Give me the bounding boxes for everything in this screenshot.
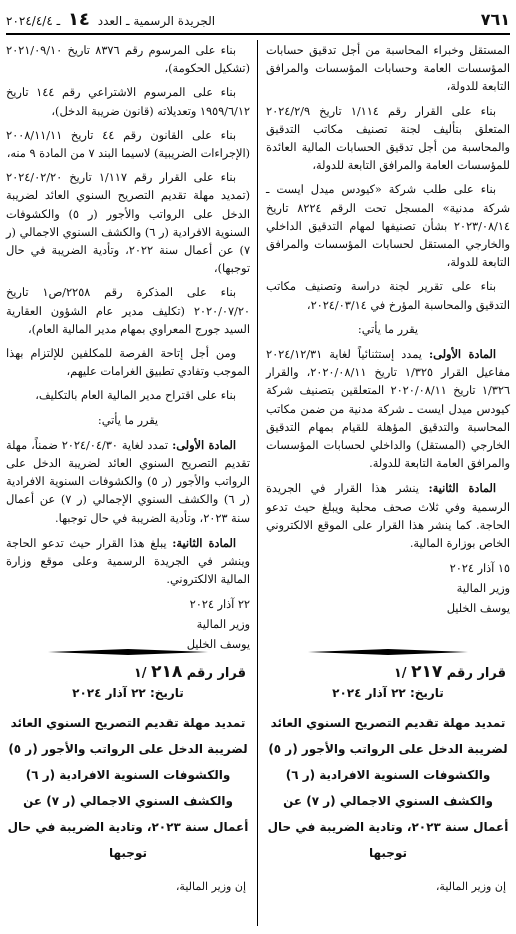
paragraph: بناء على القانون رقم ٤٤ تاريخ ٢٠٠٨/١١/١١ (الإجراءات الضريبية) لاسيما البند ٧ من المادة ٩ منه، — [6, 128, 250, 161]
paragraph: المستقل وخبراء المحاسبة من أجل تدقيق حسابات المؤسسات العامة وحسابات المؤسسات والمرافق التابعة للدولة، — [266, 44, 510, 94]
left-column — [6, 42, 250, 659]
issue-number: ١٤ — [67, 8, 90, 30]
column-divider — [257, 40, 258, 926]
section-divider — [48, 648, 208, 656]
decree-number-label: قرار رقم — [186, 666, 246, 681]
section-divider — [308, 648, 468, 656]
article-label: المادة الأولى: — [429, 347, 497, 362]
paragraph: بناء على المرسوم رقم ٨٣٧٦ تاريخ ٢٠٢١/٠٩/١٠ (تشكيل الحكومة)، — [6, 44, 250, 76]
decree-date: تاريخ: ٢٢ آذار ٢٠٢٤ — [332, 686, 444, 700]
signature-block — [6, 595, 250, 655]
decree-number — [6, 662, 250, 682]
decree-date: تاريخ: ٢٢ آذار ٢٠٢٤ — [72, 686, 184, 700]
issue-date: ـ ٢٠٢٤/٤/٤ — [6, 13, 61, 28]
decree-number — [266, 662, 510, 682]
paragraph: بناء على المرسوم الاشتراعي رقم ١٤٤ تاريخ ١٩٥٩/٦/١٢ وتعديلاته (قانون ضريبة الدخل)، — [6, 86, 250, 118]
journal-title — [6, 9, 215, 30]
header-rule — [6, 33, 510, 35]
article-text: يبلغ هذا القرار حيث تدعو الحاجة وينشر في الجريدة الرسمية وعلى موقع وزارة المالية الالكتروني. — [6, 536, 250, 587]
page-number: ٧٦١ — [480, 9, 510, 29]
journal-name: الجريدة الرسمية ـ العدد — [97, 13, 216, 28]
paragraph: بناء على طلب شركة «كيودس ميدل ايست ـ شركة مدنية» المسجل تحت الرقم ٨٢٢٤ تاريخ ٢٠٢٣/٠٨/١٤ بشأن تصنيفها لمهام التدقيق الداخلي والخارجي المستقل لحسابات المؤسسات والمرافق التابعة للدولة، — [266, 183, 510, 270]
decree-opening: إن وزير المالية، — [435, 880, 506, 893]
signature-title: وزير المالية — [456, 582, 510, 596]
decree-number-suffix: /١ — [133, 666, 147, 681]
decree-218 — [6, 662, 250, 893]
article-text: تمدد لغاية ٢٠٢٤/٠٤/٣٠ ضمناً، مهلة تقديم التصريح السنوي العائد لضريبة الدخل على الرواتب والأجور (ر ٥) والكشوفات السنوية الافرادية (ر ٦) والكشف السنوي الإجمالي (ر ٧) عن أعمال سنة ٢٠٢٣، وتأدية الضريبة في حال توجبها. — [6, 438, 250, 525]
decree-opening: إن وزير المالية، — [175, 880, 246, 893]
decides-line: يقرر ما يأتي: — [357, 322, 419, 336]
article-2 — [266, 479, 510, 553]
signature-block — [266, 559, 510, 619]
decree-title: تمديد مهلة تقديم التصريح السنوي العائد لضريبة الدخل على الرواتب والأجور (ر ٥) والكشوفات السنوية الافرادية (ر ٦) والكشف السنوي الاجمالي (ر ٧) عن أعمال سنة ٢٠٢٣، وتادية الضريبة في حال توجبها — [7, 716, 249, 860]
signature-date: ٢٢ آذار ٢٠٢٤ — [189, 598, 250, 612]
paragraph: ومن أجل إتاحة الفرصة للمكلفين للإلتزام بهذا الموجب وتفادي تطبيق الغرامات عليهم، — [6, 347, 250, 379]
article-text: ينشر هذا القرار في الجريدة الرسمية وفي ثلاث صحف محلية ويبلغ حيث تدعو الحاجة. كما ينشر هذا القرار على الموقع الالكتروني الخاص بوزارة المالية. — [266, 482, 510, 551]
article-label: المادة الأولى: — [172, 437, 236, 452]
decides-line: يقرر ما يأتي: — [97, 413, 159, 427]
signature-title: وزير المالية — [196, 618, 250, 632]
paragraph: بناء على القرار رقم ١/١١٧ تاريخ ٢٠٢٤/٠٢/٢٠ (تمديد مهلة تقديم التصريح السنوي العائد لضريبة الدخل على الرواتب والأجور (ر ٥) والكشوفات السنوية الافرادية (ر ٦) والكشف السنوي الاجمالي (ر ٧) عن أعمال سنة ٢٠٢٢، وتأدية الضريبة في حال توجبها)، — [6, 171, 251, 276]
signature-name: يوسف الخليل — [186, 638, 250, 652]
decree-number-suffix: /١ — [393, 666, 407, 681]
paragraph: بناء على تقرير لجنة دراسة وتصنيف مكاتب التدقيق والمحاسبة المؤرخ في ٢٠٢٤/٠٣/١٤، — [266, 280, 510, 312]
paragraph: بناء على اقتراح مدير المالية العام بالتكليف، — [35, 389, 236, 403]
article-1 — [266, 345, 510, 473]
paragraph: بناء على المذكرة رقم ٢٢٥٨/ص١ تاريخ ٢٠٢٠/٠٧/٢٠ (تكليف مدير عام الشؤون العقارية السيد جورج المعراوي بمهام مدير المالية العام)، — [6, 286, 250, 336]
article-label: المادة الثانية: — [428, 481, 496, 496]
decree-number-value: ٢١٨ — [151, 662, 183, 682]
article-label: المادة الثانية: — [172, 535, 237, 550]
decree-217 — [266, 662, 510, 893]
right-column — [266, 42, 510, 623]
article-2 — [6, 534, 250, 590]
signature-name: يوسف الخليل — [446, 602, 510, 616]
decree-number-value: ٢١٧ — [411, 662, 443, 682]
article-1 — [6, 436, 250, 528]
article-text: يمدد إستثنائياً لغاية ٢٠٢٤/١٢/٣١ مفاعيل القرار ١/٣٢٥ تاريخ ٢٠٢٠/٠٨/١١، والقرار ١/٣٢٦ تاريخ ٢٠٢٠/٠٨/١١ المتعلقين بتصنيف شركة كيودس ميدل ايست ـ شركة مدنية من ضمن مكاتب المحاسبة والتدقيق المؤهلة للقيام بمهام التدقيق الخارجي (المستقل) والداخلي لحسابات المؤسسات والمرافق العامة التابعة للدولة. — [266, 348, 510, 471]
page-header — [6, 6, 510, 32]
signature-date: ١٥ آذار ٢٠٢٤ — [449, 562, 510, 576]
decree-title: تمديد مهلة تقديم التصريح السنوي العائد لضريبة الدخل على الرواتب والأجور (ر ٥) والكشوفات السنوية الافرادية (ر ٦) والكشف السنوي الاجمالي (ر ٧) عن أعمال سنة ٢٠٢٣، وتادية الضريبة في حال توجبها — [267, 716, 509, 860]
paragraph: بناء على القرار رقم ١/١١٤ تاريخ ٢٠٢٤/٢/٩ المتعلق بتأليف لجنة تصنيف مكاتب التدقيق والمحاسبة من أجل تدقيق الحسابات المالية العائدة للمؤسسات العامة والمرافق التابعة للدولة، — [266, 104, 510, 173]
decree-number-label: قرار رقم — [446, 666, 506, 681]
